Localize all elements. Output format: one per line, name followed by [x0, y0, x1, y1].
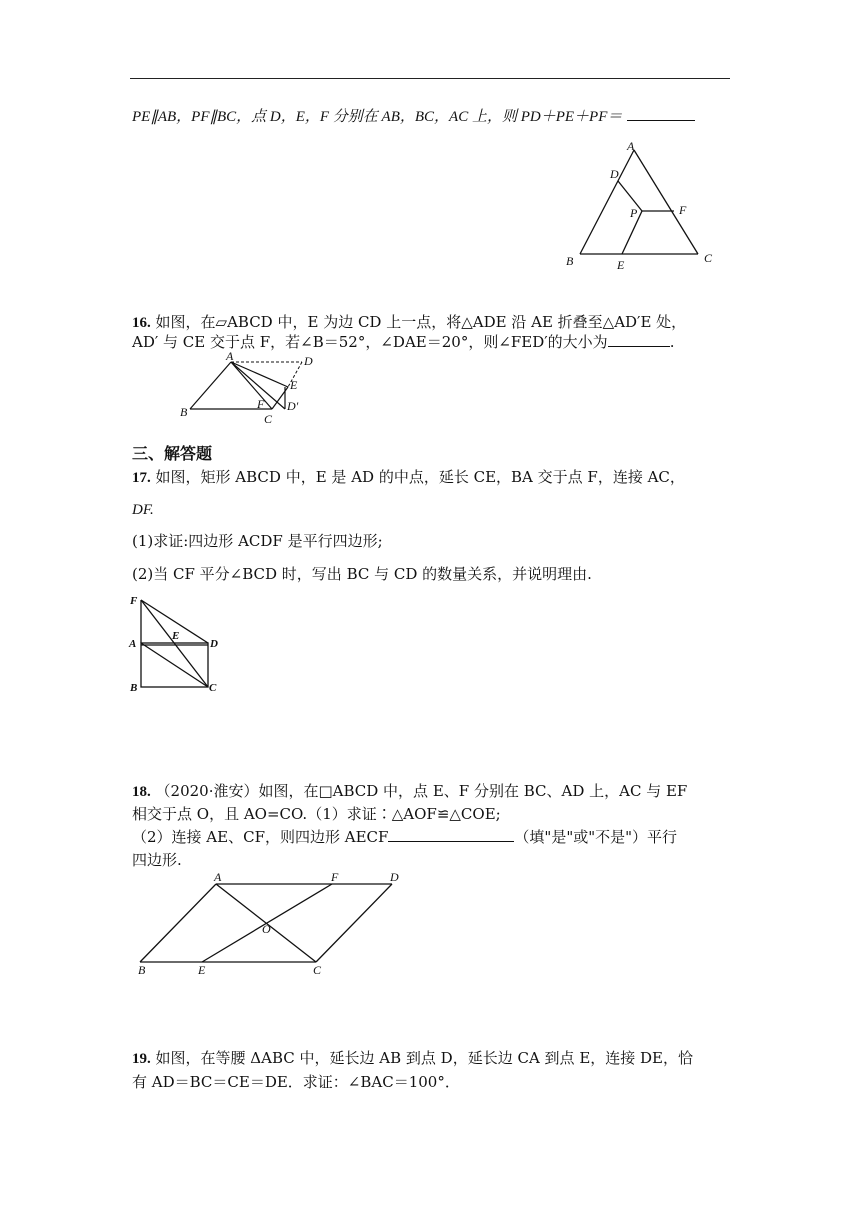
q17-text1: 如图，矩形 ABCD 中，E 是 AD 的中点，延长 CE，BA 交于点 F，连接 AC， — [155, 468, 685, 486]
q16-label-a: A — [226, 349, 234, 363]
q15-text — [132, 105, 695, 128]
q18-figure-parallelogram — [130, 870, 420, 980]
q18-line4: 四边形. — [132, 851, 182, 869]
q17-figure-rectangle — [128, 592, 228, 697]
q18-text3b: （填"是"或"不是"）平行 — [514, 828, 678, 846]
q16-text1: 如图，在▱ABCD 中，E 为边 CD 上一点，将△ADE 沿 AE 折叠至△AD′E 处， — [155, 313, 687, 331]
q18-line3 — [132, 826, 677, 848]
q16-answer-blank[interactable] — [608, 332, 670, 347]
q16-label-d: D — [304, 354, 313, 368]
q15-label-a: A — [627, 139, 635, 153]
q17-part2: (2)当 CF 平分∠BCD 时，写出 BC 与 CD 的数量关系，并说明理由. — [132, 565, 592, 583]
q17-part1: (1)求证:四边形 ACDF 是平行四边形; — [132, 532, 383, 550]
header-rule — [130, 78, 730, 79]
q19-line1 — [132, 1047, 693, 1070]
q17-label-f: F — [130, 595, 138, 607]
q18-text1: （2020·淮安）如图，在□ABCD 中，点 E、F 分别在 BC、AD 上，AC 与 EF — [155, 782, 688, 800]
q15-answer-blank[interactable] — [627, 106, 695, 121]
q19-text1: 如图，在等腰 ΔABC 中，延长边 AB 到点 D，延长边 CA 到点 E，连接 DE，恰 — [155, 1049, 694, 1067]
q18-label-a: A — [214, 870, 222, 884]
q16-line2 — [132, 331, 674, 353]
q16-label-d-prime: D′ — [287, 399, 299, 413]
q17-label-b: B — [130, 682, 138, 694]
q15-label-e: E — [617, 258, 625, 272]
q18-label-f: F — [331, 870, 339, 884]
q16-label-b: B — [180, 405, 188, 419]
q15-label-f: F — [679, 203, 687, 217]
q18-label-o: O — [262, 922, 271, 936]
section-3-heading: 三、解答题 — [132, 444, 213, 463]
q18-number: 18. — [132, 784, 151, 800]
q16-text2: AD′ 与 CE 交于点 F，若∠B＝52°，∠DAE＝20°，则∠FED′的大小为 — [132, 333, 608, 351]
q18-label-b: B — [138, 963, 146, 977]
q16-period: . — [669, 333, 675, 351]
q15-figure-triangle — [560, 140, 730, 275]
q17-number: 17. — [132, 470, 151, 486]
q17-label-c: C — [209, 682, 217, 694]
q19-number: 19. — [132, 1051, 151, 1067]
q18-label-d: D — [390, 870, 399, 884]
q17-label-d: D — [210, 638, 218, 650]
q16-figure-parallelogram — [178, 349, 338, 427]
q17-line1 — [132, 466, 685, 489]
q17-line2: DF. — [132, 502, 154, 518]
q18-label-e: E — [198, 963, 206, 977]
q16-label-c: C — [264, 412, 273, 426]
q15-label-p: P — [630, 206, 638, 220]
q18-answer-blank[interactable] — [388, 827, 514, 842]
q15-label-b: B — [566, 254, 574, 268]
q18-line2: 相交于点 O，且 AO=CO.（1）求证∶△AOF≌△COE; — [132, 805, 501, 823]
q18-text3a: （2）连接 AE、CF，则四边形 AECF — [132, 828, 389, 846]
q17-label-a: A — [129, 638, 137, 650]
q18-line1 — [132, 780, 687, 803]
q18-label-c: C — [313, 963, 322, 977]
q16-label-f: F — [257, 397, 265, 411]
q15-label-d: D — [610, 167, 619, 181]
q19-line2: 有 AD＝BC＝CE＝DE．求证：∠BAC＝100°． — [132, 1073, 460, 1091]
q16-number: 16. — [132, 315, 151, 331]
q16-label-e: E — [290, 378, 298, 392]
q17-label-e: E — [172, 630, 180, 642]
q15-label-c: C — [704, 251, 713, 265]
q15-statement: PE∥AB，PF∥BC，点 D，E，F 分别在 AB，BC，AC 上，则 PD＋PE＋PF＝ — [132, 109, 623, 125]
